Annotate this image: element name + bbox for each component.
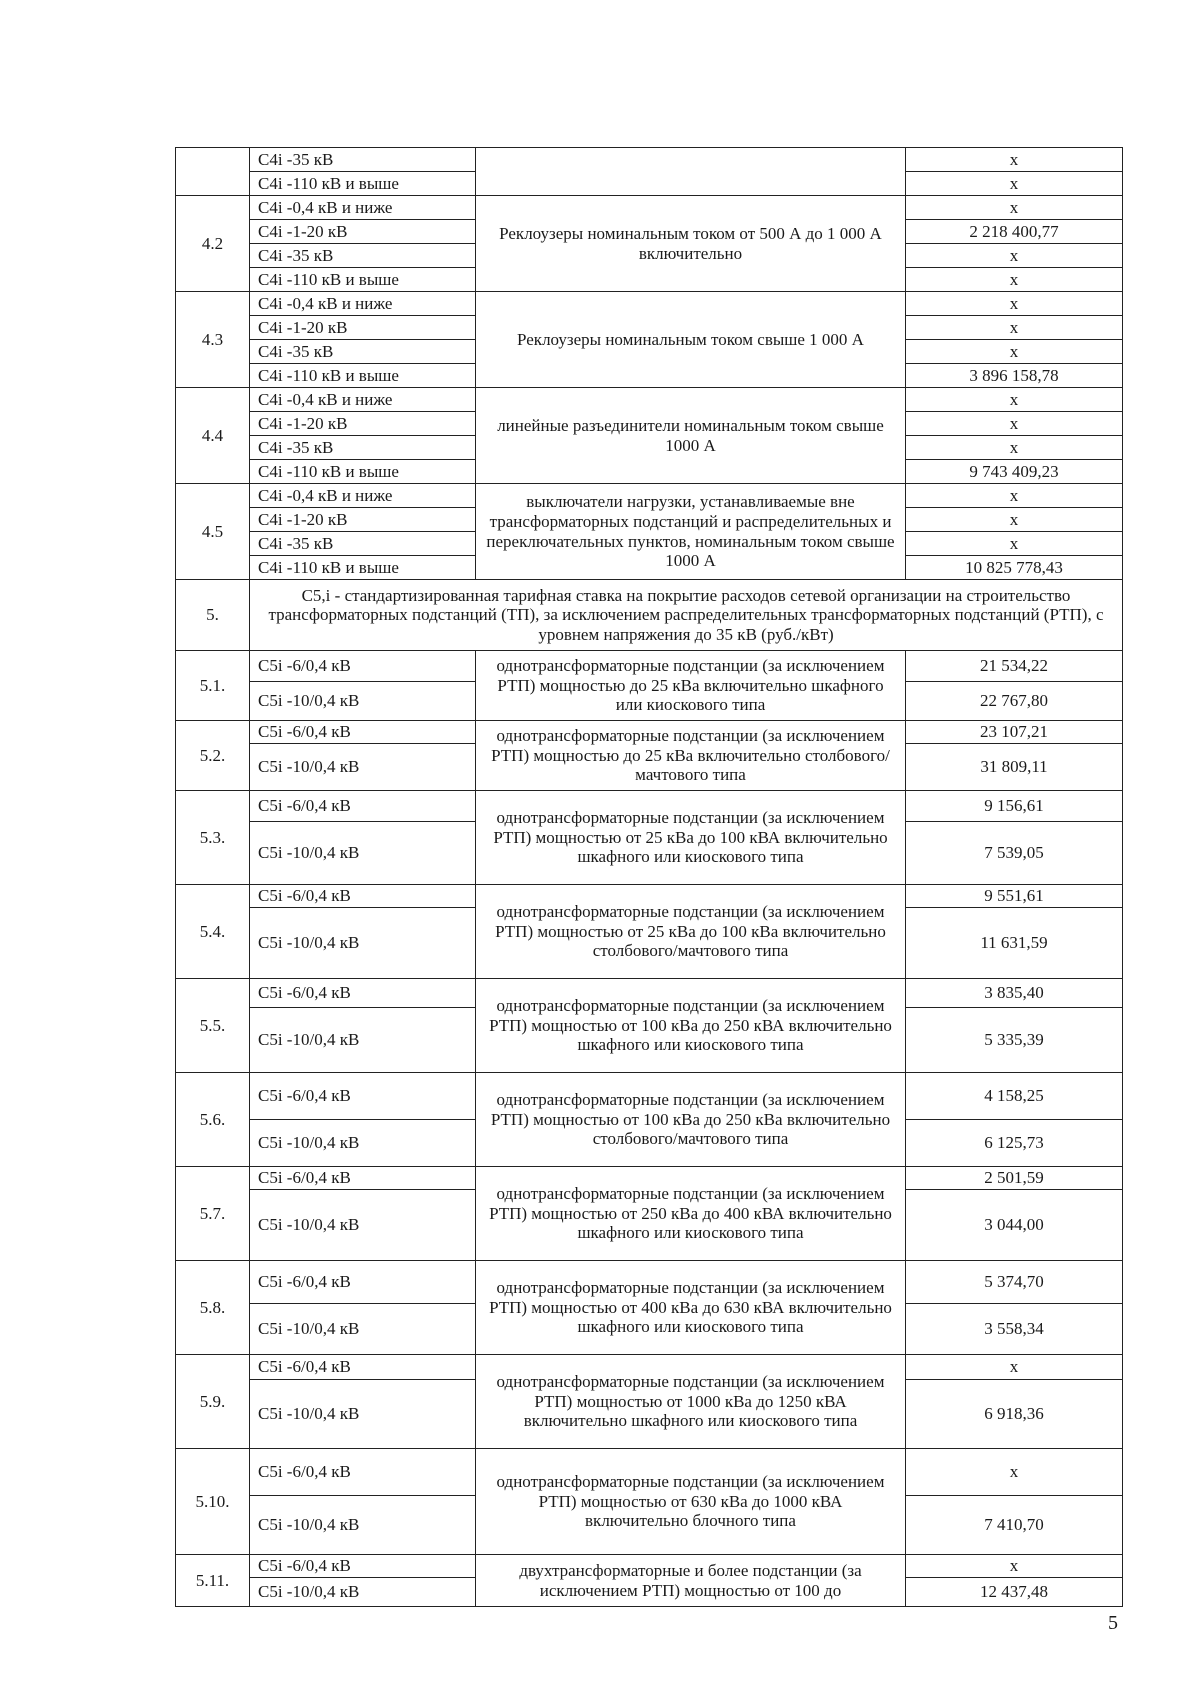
description-cell: линейные разъединители номинальным током свыше 1000 А (476, 388, 906, 484)
voltage-code: С5i -6/0,4 кВ (250, 1073, 476, 1120)
rate-value: 6 125,73 (906, 1120, 1123, 1167)
voltage-code: С5i -10/0,4 кВ (250, 1380, 476, 1449)
voltage-code: С4i -0,4 кВ и ниже (250, 388, 476, 412)
row-number (176, 148, 250, 196)
rate-value: х (906, 1449, 1123, 1496)
table-row (176, 1449, 1123, 1496)
rate-value: 21 534,22 (906, 651, 1123, 682)
rate-value: х (906, 244, 1123, 268)
voltage-code: С4i -110 кВ и выше (250, 460, 476, 484)
voltage-code: С5i -10/0,4 кВ (250, 1190, 476, 1261)
rate-value: 3 044,00 (906, 1190, 1123, 1261)
voltage-code: С5i -10/0,4 кВ (250, 1304, 476, 1355)
rate-value: х (906, 316, 1123, 340)
description-cell: однотрансформаторные подстанции (за исключением РТП) мощностью от 25 кВа до 100 кВа включительно столбового/мачтового типа (476, 885, 906, 979)
description-cell: Реклоузеры номинальным током от 500 А до 1 000 А включительно (476, 196, 906, 292)
rate-value: х (906, 1555, 1123, 1578)
voltage-code: С5i -10/0,4 кВ (250, 1008, 476, 1073)
rate-value: х (906, 436, 1123, 460)
section-number: 5. (176, 580, 250, 651)
rate-value: х (906, 508, 1123, 532)
voltage-code: С5i -6/0,4 кВ (250, 1167, 476, 1190)
row-number: 5.2. (176, 721, 250, 791)
row-number: 5.9. (176, 1355, 250, 1449)
voltage-code: С5i -10/0,4 кВ (250, 1120, 476, 1167)
voltage-code: С4i -0,4 кВ и ниже (250, 196, 476, 220)
rate-value: х (906, 148, 1123, 172)
description-cell: двухтрансформаторные и более подстанции (за исключением РТП) мощностью от 100 до (476, 1555, 906, 1607)
section-title: С5,i - стандартизированная тарифная ставка на покрытие расходов сетевой организации на строительство трансформаторных подстанций (ТП), за исключением распределительных трансформаторных подстанций (РТП), с уровнем напряжения до 35 кВ (руб./кВт) (250, 580, 1123, 651)
rate-value: х (906, 292, 1123, 316)
voltage-code: С4i -0,4 кВ и ниже (250, 292, 476, 316)
voltage-code: С5i -10/0,4 кВ (250, 908, 476, 979)
voltage-code: С4i -0,4 кВ и ниже (250, 484, 476, 508)
voltage-code: С4i -1-20 кВ (250, 412, 476, 436)
table-row (176, 1167, 1123, 1190)
description-cell: Реклоузеры номинальным током свыше 1 000 А (476, 292, 906, 388)
rate-value: 23 107,21 (906, 721, 1123, 744)
rate-value: 5 335,39 (906, 1008, 1123, 1073)
table-row (176, 388, 1123, 412)
voltage-code: С5i -6/0,4 кВ (250, 1449, 476, 1496)
row-number: 5.6. (176, 1073, 250, 1167)
rate-value: х (906, 388, 1123, 412)
table-row (176, 885, 1123, 908)
description-cell: однотрансформаторные подстанции (за исключением РТП) мощностью от 100 кВа до 250 кВА включительно шкафного или киоскового типа (476, 979, 906, 1073)
tariff-table (175, 147, 1123, 1607)
voltage-code: С5i -10/0,4 кВ (250, 1578, 476, 1607)
table-row (176, 1261, 1123, 1304)
rate-value: 10 825 778,43 (906, 556, 1123, 580)
row-number: 5.5. (176, 979, 250, 1073)
rate-value: 3 835,40 (906, 979, 1123, 1008)
description-cell: выключатели нагрузки, устанавливаемые вне трансформаторных подстанций и распределительных и переключательных пунктов, номинальным током свыше 1000 А (476, 484, 906, 580)
rate-value: 9 551,61 (906, 885, 1123, 908)
voltage-code: С5i -10/0,4 кВ (250, 822, 476, 885)
rate-value: х (906, 412, 1123, 436)
rate-value: 4 158,25 (906, 1073, 1123, 1120)
description-cell: однотрансформаторные подстанции (за исключением РТП) мощностью от 630 кВа до 1000 кВА включительно блочного типа (476, 1449, 906, 1555)
description-cell: однотрансформаторные подстанции (за исключением РТП) мощностью от 25 кВа до 100 кВА включительно шкафного или киоскового типа (476, 791, 906, 885)
voltage-code: С4i -110 кВ и выше (250, 172, 476, 196)
voltage-code: С4i -35 кВ (250, 436, 476, 460)
voltage-code: С5i -10/0,4 кВ (250, 744, 476, 791)
voltage-code: С5i -10/0,4 кВ (250, 682, 476, 721)
rate-value: х (906, 340, 1123, 364)
voltage-code: С5i -6/0,4 кВ (250, 1355, 476, 1380)
rate-value: 31 809,11 (906, 744, 1123, 791)
voltage-code: С4i -1-20 кВ (250, 220, 476, 244)
section-header-row (176, 580, 1123, 651)
table-row (176, 721, 1123, 744)
voltage-code: С5i -6/0,4 кВ (250, 721, 476, 744)
rate-value: 12 437,48 (906, 1578, 1123, 1607)
rate-value: х (906, 196, 1123, 220)
voltage-code: С4i -35 кВ (250, 532, 476, 556)
rate-value: 11 631,59 (906, 908, 1123, 979)
rate-value: 2 218 400,77 (906, 220, 1123, 244)
table-row (176, 196, 1123, 220)
table-row (176, 148, 1123, 172)
table-row (176, 292, 1123, 316)
rate-value: х (906, 268, 1123, 292)
description-cell (476, 148, 906, 196)
description-cell: однотрансформаторные подстанции (за исключением РТП) мощностью от 400 кВа до 630 кВА включительно шкафного или киоскового типа (476, 1261, 906, 1355)
rate-value: 5 374,70 (906, 1261, 1123, 1304)
voltage-code: С4i -110 кВ и выше (250, 556, 476, 580)
rate-value: х (906, 484, 1123, 508)
table-row (176, 791, 1123, 822)
voltage-code: С5i -6/0,4 кВ (250, 979, 476, 1008)
row-number: 5.1. (176, 651, 250, 721)
table-row (176, 979, 1123, 1008)
description-cell: однотрансформаторные подстанции (за исключением РТП) мощностью от 250 кВа до 400 кВА включительно шкафного или киоскового типа (476, 1167, 906, 1261)
voltage-code: С4i -35 кВ (250, 148, 476, 172)
rate-value: 3 558,34 (906, 1304, 1123, 1355)
row-number: 4.2 (176, 196, 250, 292)
rate-value: х (906, 532, 1123, 556)
table-row (176, 1073, 1123, 1120)
table-row (176, 484, 1123, 508)
rate-value: 9 156,61 (906, 791, 1123, 822)
rate-value: 6 918,36 (906, 1380, 1123, 1449)
rate-value: х (906, 172, 1123, 196)
rate-value: х (906, 1355, 1123, 1380)
description-cell: однотрансформаторные подстанции (за исключением РТП) мощностью от 1000 кВа до 1250 кВА включительно шкафного или киоскового типа (476, 1355, 906, 1449)
voltage-code: С4i -35 кВ (250, 244, 476, 268)
voltage-code: С4i -110 кВ и выше (250, 364, 476, 388)
row-number: 4.5 (176, 484, 250, 580)
voltage-code: С5i -6/0,4 кВ (250, 651, 476, 682)
voltage-code: С4i -1-20 кВ (250, 316, 476, 340)
rate-value: 2 501,59 (906, 1167, 1123, 1190)
description-cell: однотрансформаторные подстанции (за исключением РТП) мощностью от 100 кВа до 250 кВа включительно столбового/мачтового типа (476, 1073, 906, 1167)
table-row (176, 1555, 1123, 1578)
row-number: 5.3. (176, 791, 250, 885)
voltage-code: С4i -1-20 кВ (250, 508, 476, 532)
rate-value: 3 896 158,78 (906, 364, 1123, 388)
voltage-code: С4i -110 кВ и выше (250, 268, 476, 292)
row-number: 5.8. (176, 1261, 250, 1355)
rate-value: 9 743 409,23 (906, 460, 1123, 484)
voltage-code: С5i -10/0,4 кВ (250, 1496, 476, 1555)
rate-value: 22 767,80 (906, 682, 1123, 721)
rate-value: 7 410,70 (906, 1496, 1123, 1555)
voltage-code: С5i -6/0,4 кВ (250, 1261, 476, 1304)
row-number: 5.7. (176, 1167, 250, 1261)
row-number: 5.10. (176, 1449, 250, 1555)
rate-value: 7 539,05 (906, 822, 1123, 885)
row-number: 5.4. (176, 885, 250, 979)
voltage-code: С5i -6/0,4 кВ (250, 791, 476, 822)
row-number: 4.4 (176, 388, 250, 484)
description-cell: однотрансформаторные подстанции (за исключением РТП) мощностью до 25 кВа включительно столбового/мачтового типа (476, 721, 906, 791)
voltage-code: С5i -6/0,4 кВ (250, 885, 476, 908)
voltage-code: С4i -35 кВ (250, 340, 476, 364)
description-cell: однотрансформаторные подстанции (за исключением РТП) мощностью до 25 кВа включительно шкафного или киоскового типа (476, 651, 906, 721)
page-number: 5 (1108, 1612, 1118, 1634)
voltage-code: С5i -6/0,4 кВ (250, 1555, 476, 1578)
table-row (176, 1355, 1123, 1380)
table-row (176, 651, 1123, 682)
row-number: 5.11. (176, 1555, 250, 1607)
row-number: 4.3 (176, 292, 250, 388)
